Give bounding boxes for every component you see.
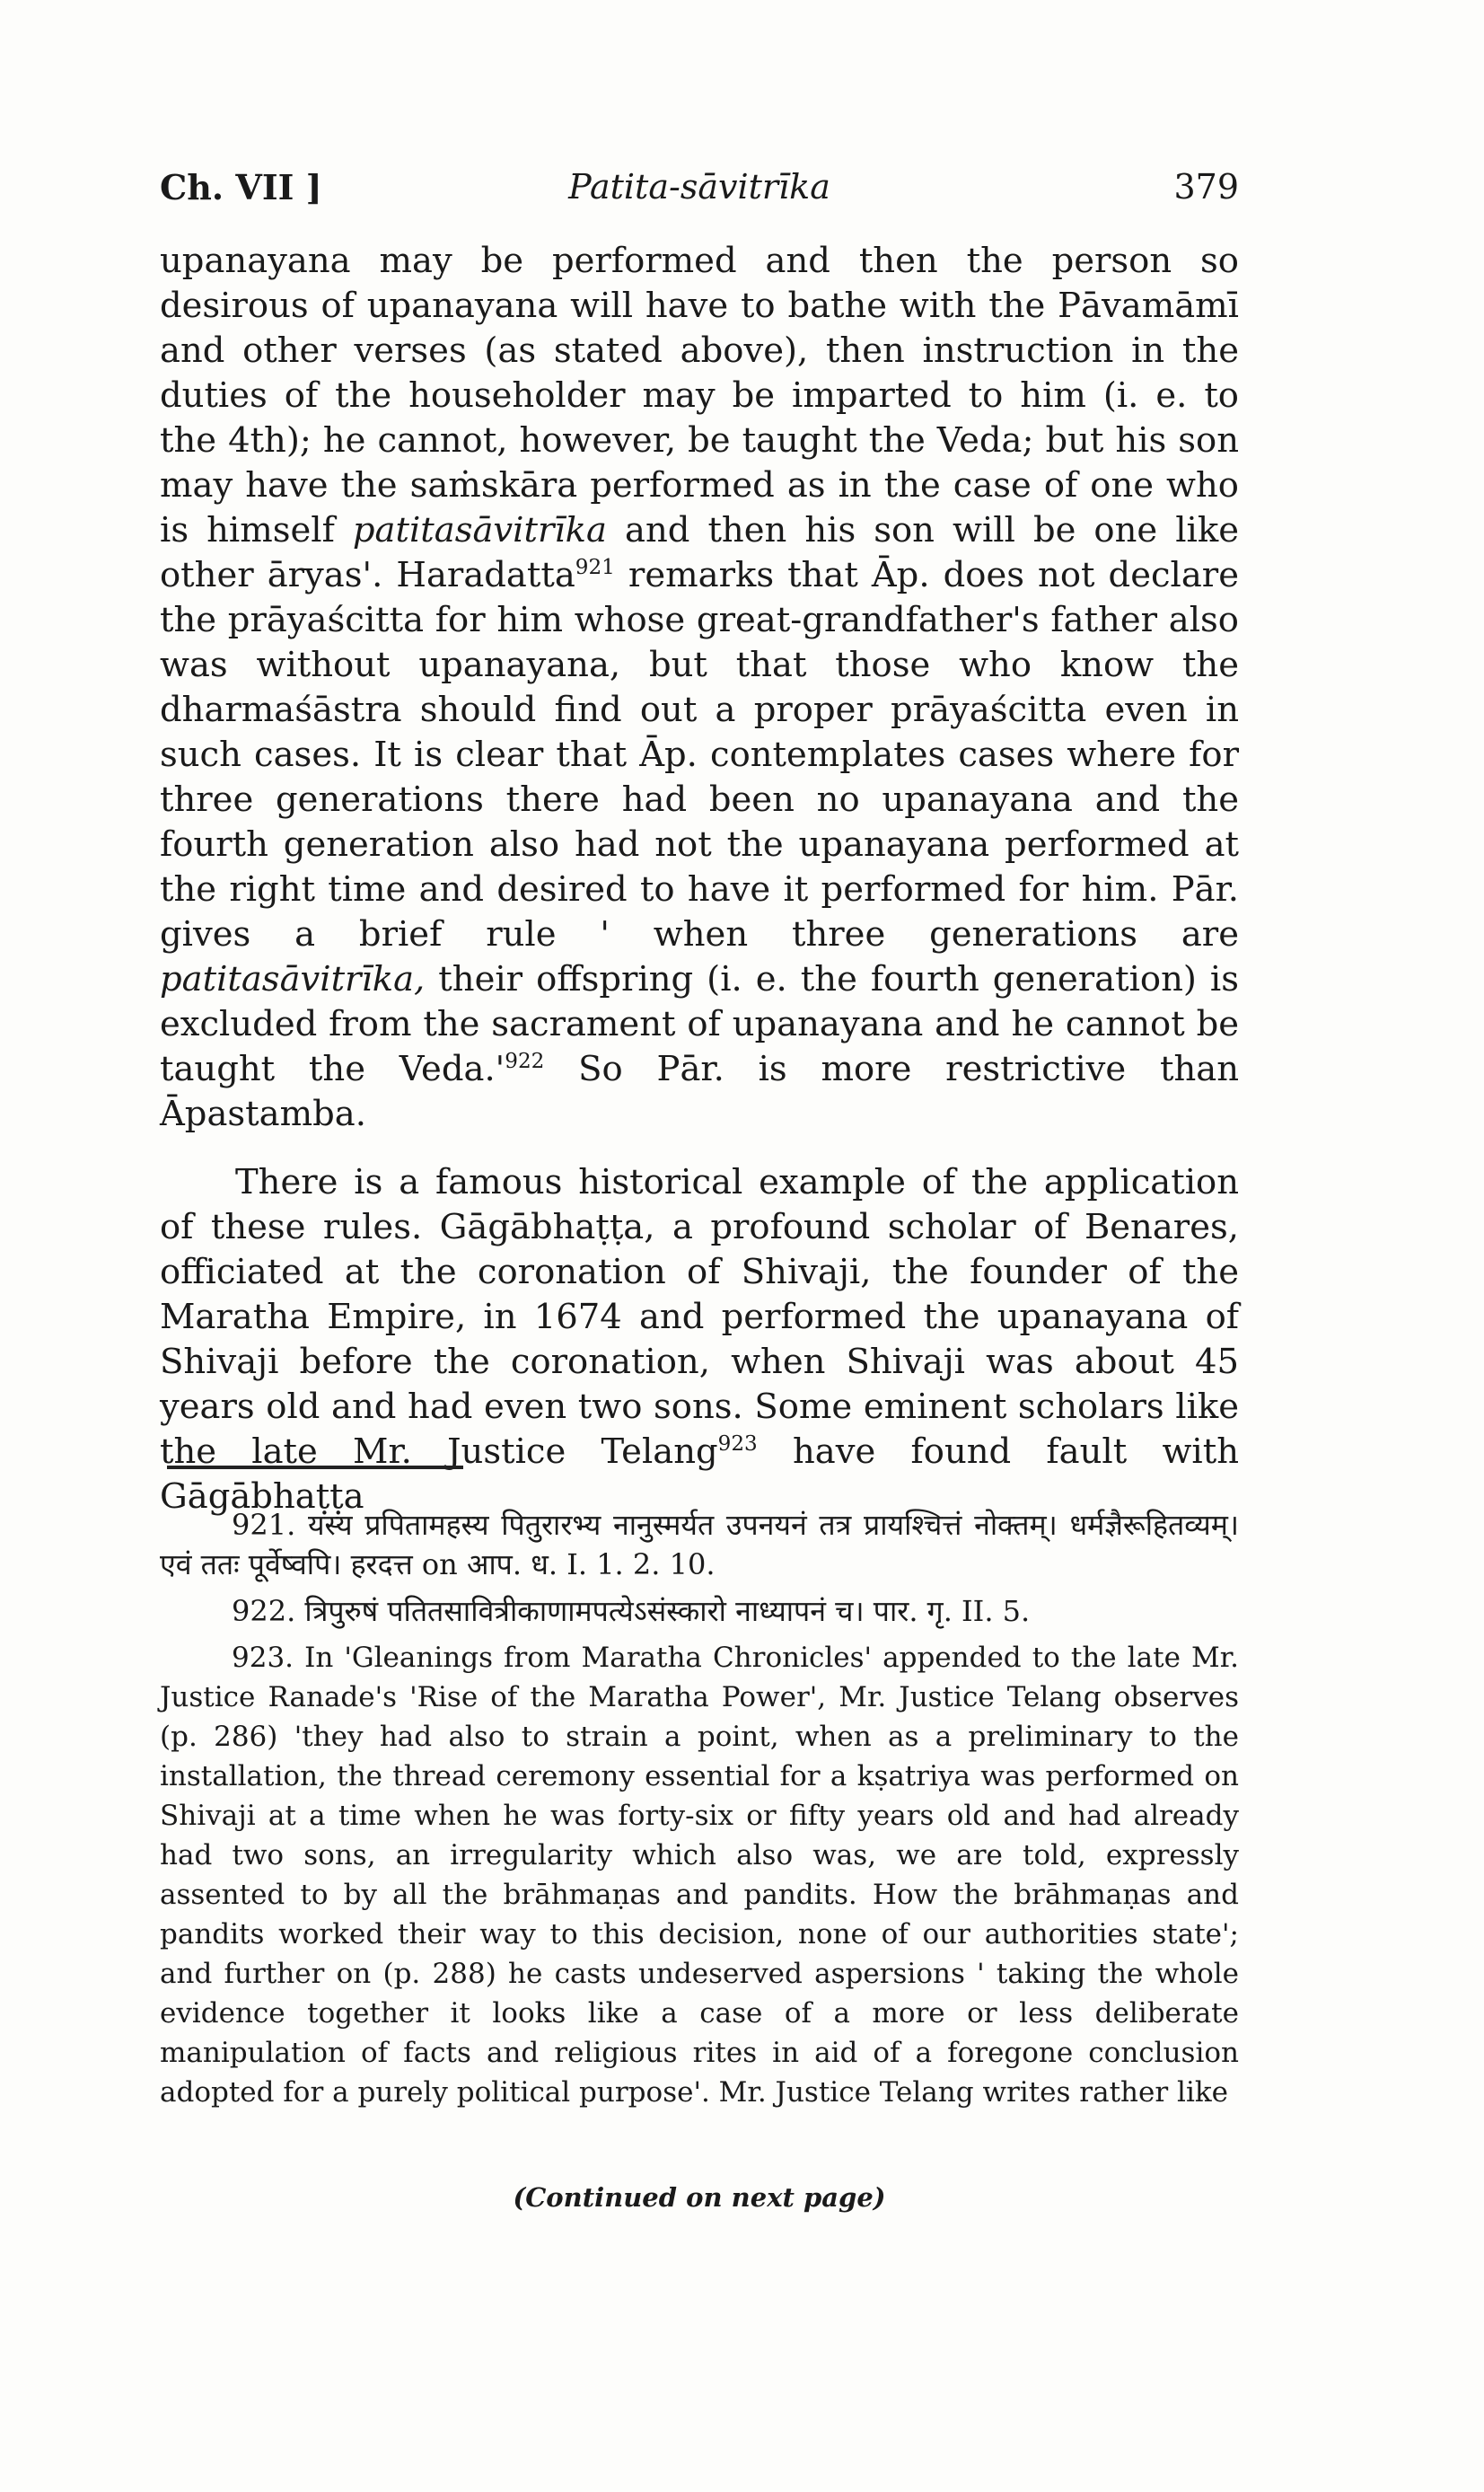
p2-text-2: have found fault with Gāgābhaṭṭa — [160, 1431, 1239, 1517]
footnotes — [160, 1505, 1239, 2119]
p1-text-1: upanayana may be performed and then the person so desirous of upanayana will have to bathe with the Pāvamāmī and other verses (as stated above), then instruction in the duties of the householder may be imparted to him (i. e. to the 4th); he cannot, however, be taught the Veda; but his son may have the saṁskāra performed as in the case of one who is himself — [160, 241, 1239, 550]
p1-text-5: So Pār. is more restrictive than Āpastamba. — [160, 1049, 1240, 1134]
running-header — [160, 167, 1239, 217]
p1-text-4: their offspring (i. e. the fourth generation) is excluded from the sacrament of upanayana and he cannot be taught the Veda.' — [160, 959, 1239, 1089]
footnote-divider — [167, 1466, 463, 1469]
footnote-ref-921: 921 — [575, 556, 615, 580]
footnote-ref-922: 922 — [505, 1050, 545, 1074]
running-title: Patita-sāvitrīka — [568, 167, 830, 207]
p2-text-1: There is a famous historical example of the application of these rules. Gāgābhaṭṭa, a profound scholar of Benares, officiated at the coronation of Shivaji, the founder of the Maratha Empire, in 1674 and performed the upanayana of Shivaji before the coronation, when Shivaji was about 45 years old and had even two sons. Some eminent scholars like the late Mr. Justice Telang — [160, 1162, 1239, 1472]
p1-text-3: remarks that Āp. does not declare the prāyaścitta for him whose great-grandfather's father also was without upanayana, but that those who know the dharmaśāstra should find out a proper prāyaścitta even in such cases. It is clear that Āp. contemplates cases where for three generations there had been no upanayana and the fourth generation also had not the upanayana performed at the right time and desired to have it performed for him. Pār. gives a brief rule ' when three generations are — [160, 555, 1239, 955]
page-number: 379 — [1173, 167, 1239, 207]
footnote-921: 921. यस्य प्रपितामहस्य पितुरारभ्य नानुस्मर्यत उपनयनं तत्र प्रायश्चित्तं नोक्तम्। धर्मज्ञैरूहितव्यम्। एवं ततः पूर्वेष्वपि। हरदत्त on आप. ध. I. 1. 2. 10. — [160, 1508, 1239, 1581]
main-text — [160, 239, 1239, 1519]
continued-note: (Continued on next page) — [513, 2182, 886, 2213]
paragraph-1 — [160, 239, 1239, 1137]
footnote-ref-923: 923 — [717, 1432, 758, 1457]
p1-text-2: and then his son will be one like other āryas'. Haradatta — [160, 510, 1239, 595]
footnote-923: 923. In 'Gleanings from Maratha Chronicles' appended to the late Mr. Justice Ranade's 'Rise of the Maratha Power', Mr. Justice Telang observes (p. 286) 'they had also to strain a point, when as a preliminary to the installation, the thread ceremony essential for a kṣatriya was performed on Shivaji at a time when he was forty-six or fifty years old and had already had two sons, an irregularity which also was, we are told, expressly assented to by all the brāhmaṇas and pandits. How the brāhmaṇas and pandits worked their way to this decision, none of our authorities state'; and further on (p. 288) he casts undeserved aspersions ' taking the whole evidence together it looks like a case of a more or less deliberate manipulation of facts and religious rites in aid of a foregone conclusion adopted for a purely political purpose'. Mr. Justice Telang writes rather like — [160, 1642, 1239, 2109]
p1-term-2: patitasāvitrīka, — [160, 959, 426, 999]
footnote-922: 922. त्रिपुरुषं पतितसावित्रीकाणामपत्येऽसंस्कारो नाध्यापनं च। पार. गृ. II. 5. — [232, 1594, 1031, 1628]
p1-term-1: patitasāvitrīka — [352, 510, 607, 550]
chapter-label: Ch. VII ] — [160, 167, 322, 207]
